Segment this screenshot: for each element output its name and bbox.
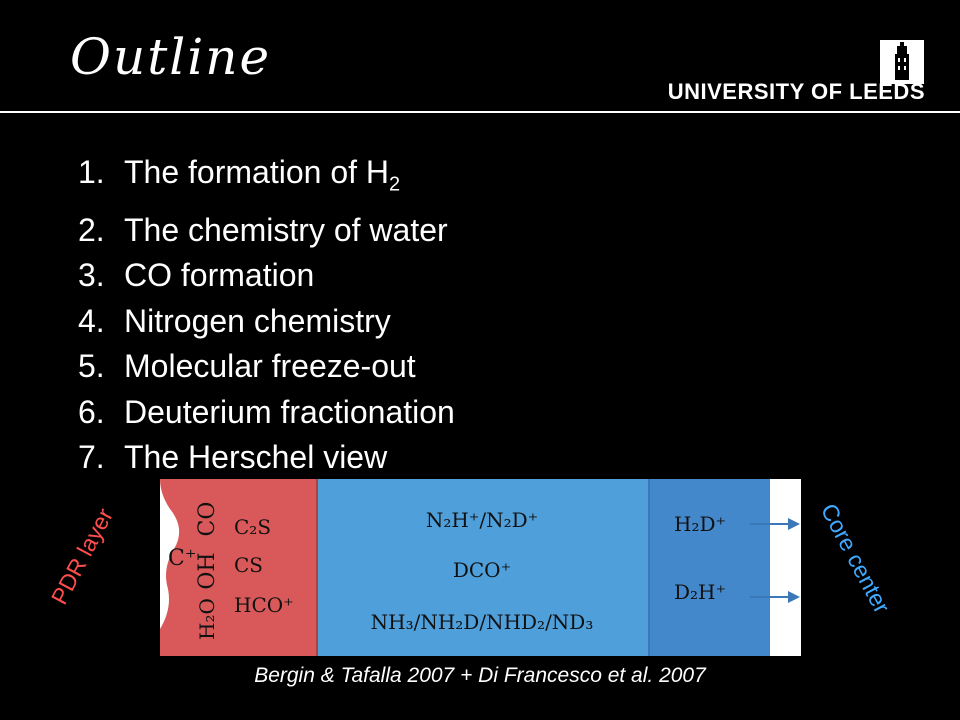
pdr-layer-label: PDR layer: [45, 503, 119, 609]
species-hcoplus: HCO⁺: [234, 593, 294, 617]
species-h2dplus: H₂D⁺: [674, 512, 727, 536]
list-item: 4. Nitrogen chemistry: [78, 302, 391, 339]
species-n2h: N₂H⁺/N₂D⁺: [425, 508, 539, 532]
core-zone: [650, 479, 770, 656]
species-oh: OH: [195, 552, 220, 590]
core-chemistry-figure: [160, 479, 801, 656]
species-cs: CS: [234, 553, 264, 577]
list-item: 5. Molecular freeze-out: [78, 348, 416, 385]
outline-list: [78, 150, 455, 481]
logo-text: UNIVERSITY OF LEEDS: [667, 79, 925, 104]
tower-icon: [880, 40, 924, 84]
title-divider: [0, 111, 960, 113]
list-item: 1. The formation of $H_2$: [78, 154, 401, 196]
species-cplus: C⁺: [168, 546, 197, 571]
university-logo: [667, 40, 925, 110]
species-h2o: H₂O: [195, 598, 219, 640]
list-item: 3. CO formation: [78, 257, 315, 294]
species-d2hplus: D₂H⁺: [674, 580, 727, 604]
species-dco: DCO⁺: [452, 558, 512, 582]
list-item: 6. Deuterium fractionation: [78, 393, 455, 430]
species-c2s: C₂S: [234, 515, 272, 539]
list-item: 7. The Herschel view: [78, 439, 388, 476]
list-item: 2. The chemistry of water: [78, 211, 448, 248]
core-center-label: Core center: [815, 499, 896, 618]
species-nh3: NH₃/NH₂D/NHD₂/ND₃: [370, 610, 594, 634]
slide-title: Outline: [70, 28, 272, 86]
species-co: CO: [195, 501, 220, 537]
figure-caption: Bergin & Tafalla 2007 + Di Francesco et al. 2007: [254, 664, 706, 687]
